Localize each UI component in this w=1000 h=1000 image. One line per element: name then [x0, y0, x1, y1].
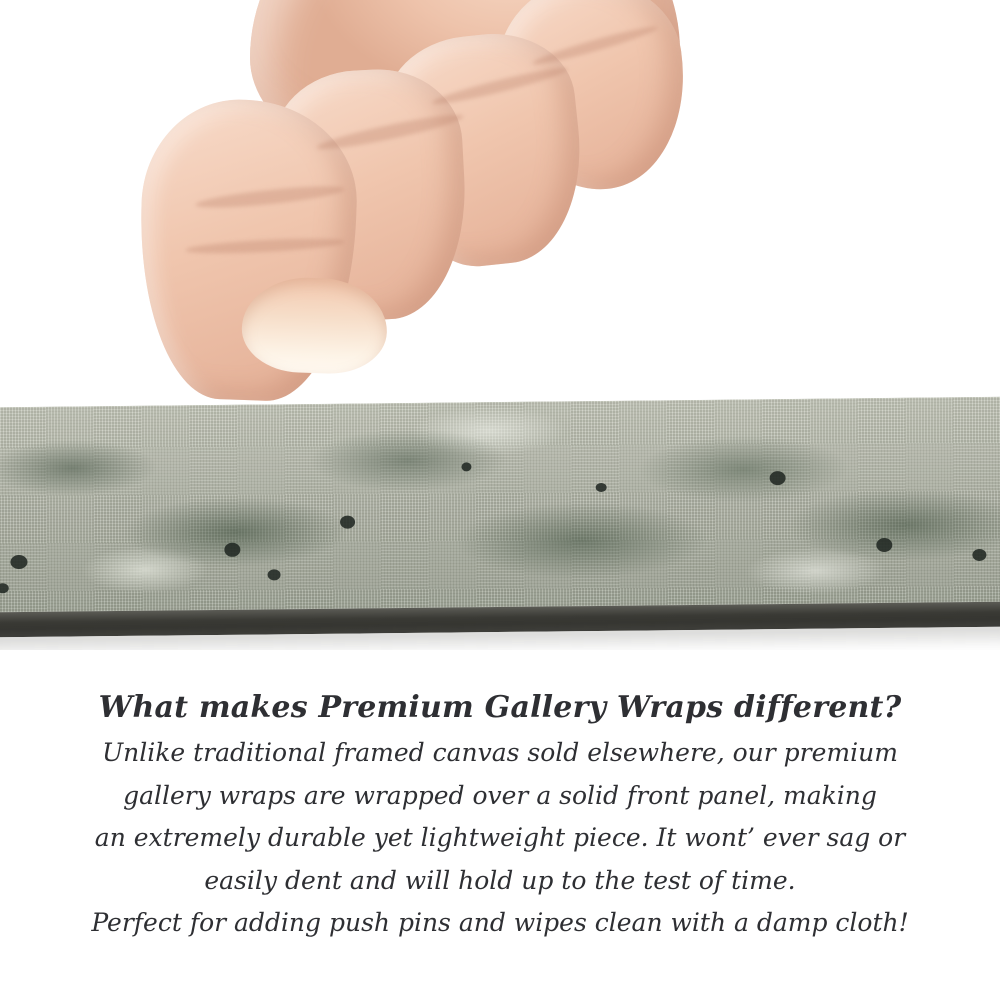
canvas-edge-closeup [0, 397, 1000, 638]
canvas-speck [340, 516, 355, 529]
canvas-speck [224, 543, 240, 557]
caption-block [0, 690, 1000, 948]
caption-line: an extremely durable yet lightweight piece. It wont’ ever sag or [94, 823, 906, 852]
canvas-speck [770, 471, 786, 485]
hand-illustration [100, 0, 660, 440]
canvas-speck [972, 549, 986, 561]
caption-heading: What makes Premium Gallery Wraps different? [98, 690, 902, 725]
caption-line: easily dent and will hold up to the test of time. [204, 865, 796, 895]
canvas-speck [876, 538, 892, 552]
caption-line: Perfect for adding push pins and wipes clean with a damp cloth! [91, 908, 909, 937]
canvas-speck [268, 569, 281, 580]
caption-line: gallery wraps are wrapped over a solid front panel, making [123, 780, 877, 810]
canvas-printed-surface [0, 397, 1000, 613]
canvas-speck [0, 583, 9, 593]
canvas-speck [10, 555, 27, 569]
caption-body [0, 735, 1000, 941]
canvas-speck [596, 483, 607, 492]
canvas-speck [461, 462, 471, 471]
caption-line: Unlike traditional framed canvas sold elsewhere, our premium [102, 738, 898, 767]
